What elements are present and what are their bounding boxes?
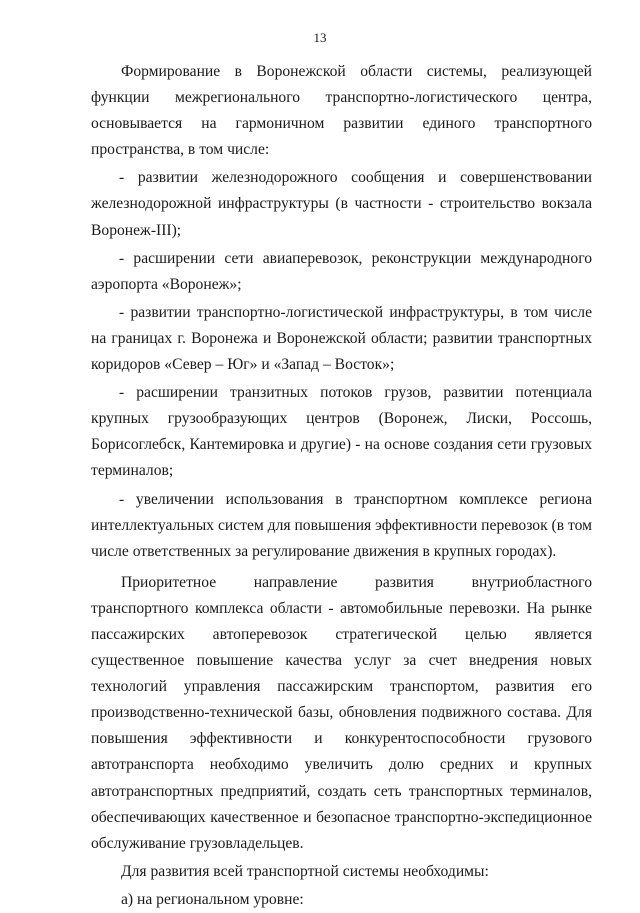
paragraph-regional-level: а) на региональном уровне:: [121, 890, 304, 908]
paragraph-road-transport: Приоритетное направление развития внутриобластного транспортного комплекса области - автомобильные перевозки. На рынке пассажирских автоперевозок стратегической целью является существенное повышение качества услуг за счет внедрения новых технологий управления пассажирским транспортом, развития его производственно-технической базы, обновления подвижного состава. Для повышения эффективности и конкурентоспособности грузового автотранспорта необходимо увеличить долю средних и крупных автотранспортных предприятий, создать сеть транспортных терминалов, обеспечивающих качественное и безопасное транспортно-экспедиционное обслуживание грузовладельцев.: [91, 573, 592, 852]
list-item-intelligent-systems: - увеличении использования в транспортном комплексе региона интеллектуальных систем для повышения эффективности перевозок (в том числе ответственных за регулирование движения в крупных городах).: [91, 490, 592, 560]
list-item-railway: - развитии железнодорожного сообщения и совершенствовании железнодорожной инфраструктуры (в частности - строительство вокзала Воронеж-III);: [91, 169, 592, 239]
paragraph-intro: Формирование в Воронежской области системы, реализующей функции межрегионального транспортно-логистического центра, основывается на гармоничном развитии единого транспортного пространства, в том числе:: [91, 63, 592, 159]
list-item-transit: - расширении транзитных потоков грузов, развитии потенциала крупных грузообразующих центров (Воронеж, Лиски, Россошь, Борисоглебск, Кантемировка и другие) - на основе создания сети грузовых терминалов;: [91, 384, 592, 480]
list-item-aviation: - расширении сети авиаперевозок, реконструкции международного аэропорта «Воронеж»;: [91, 249, 592, 293]
page-number: 13: [313, 30, 327, 45]
paragraph-requirements: Для развития всей транспортной системы необходимы:: [121, 862, 489, 880]
document-body: [91, 59, 592, 913]
list-item-logistics: - развитии транспортно-логистической инфраструктуры, в том числе на границах г. Воронежа и Воронежской области; развитии транспортных коридоров «Север – Юг» и «Запад – Восток»;: [91, 303, 592, 374]
